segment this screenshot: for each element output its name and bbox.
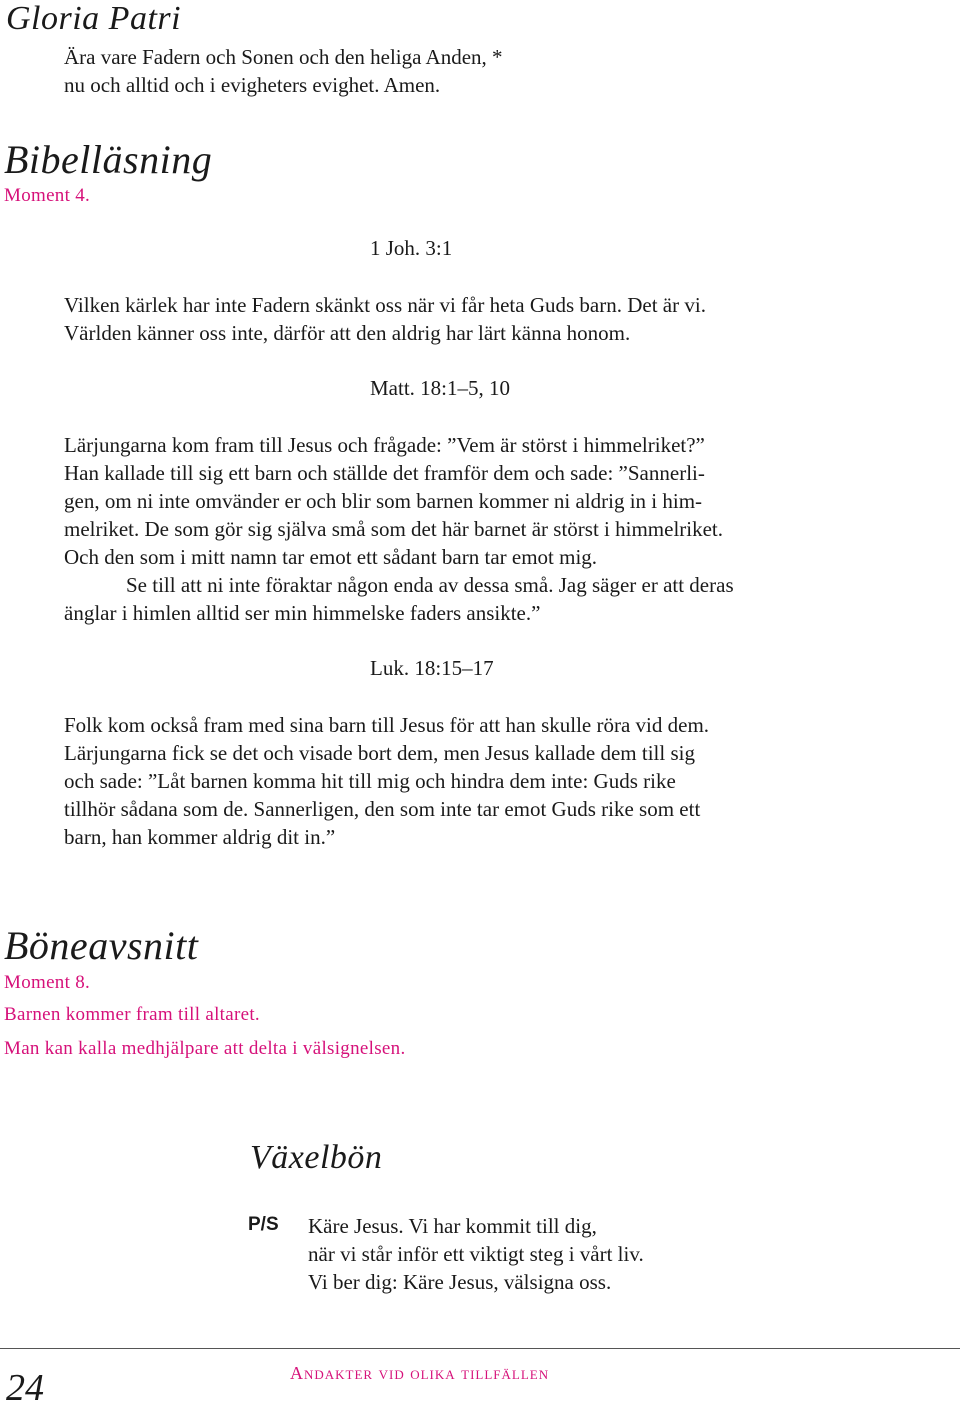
reading-1-line-1: Vilken kärlek har inte Fadern skänkt oss när vi får heta Guds barn. Det är vi. bbox=[64, 293, 706, 317]
section-title-gloria-patri: Gloria Patri bbox=[6, 0, 182, 37]
prayer-line-2: när vi står inför ett viktigt steg i vårt liv. bbox=[308, 1242, 644, 1266]
reading-ref-matt: Matt. 18:1–5, 10 bbox=[370, 376, 510, 400]
moment-label-4: Moment 4. bbox=[4, 185, 91, 206]
footer-divider bbox=[0, 1348, 960, 1349]
reading-2-line-7: änglar i himlen alltid ser min himmelske faders ansikte.” bbox=[64, 601, 541, 625]
reading-3-line-5: barn, han kommer aldrig dit in.” bbox=[64, 825, 336, 849]
prayer-line-1: Käre Jesus. Vi har kommit till dig, bbox=[308, 1214, 597, 1238]
instruction-line-2: Man kan kalla medhjälpare att delta i välsignelsen. bbox=[4, 1038, 406, 1059]
reading-3-line-3: och sade: ”Låt barnen komma hit till mig och hindra dem inte: Guds rike bbox=[64, 769, 676, 793]
section-title-boneavsnitt: Böneavsnitt bbox=[4, 923, 199, 968]
instruction-line-1: Barnen kommer fram till altaret. bbox=[4, 1004, 260, 1025]
reading-1-line-2: Världen känner oss inte, därför att den aldrig har lärt känna honom. bbox=[64, 321, 631, 345]
reading-3-line-1: Folk kom också fram med sina barn till Jesus för att han skulle röra vid dem. bbox=[64, 713, 710, 737]
moment-label-8: Moment 8. bbox=[4, 972, 91, 993]
reading-2-line-1: Lärjungarna kom fram till Jesus och frågade: ”Vem är störst i himmelriket?” bbox=[64, 433, 705, 457]
prayer-line-3: Vi ber dig: Käre Jesus, välsigna oss. bbox=[308, 1270, 612, 1294]
reading-3-line-2: Lärjungarna fick se det och visade bort dem, men Jesus kallade dem till sig bbox=[64, 741, 695, 765]
speaker-label: P/S bbox=[248, 1214, 279, 1235]
reading-ref-1-joh: 1 Joh. 3:1 bbox=[370, 236, 453, 260]
section-title-bibellasning: Bibelläsning bbox=[4, 137, 213, 182]
reading-2-line-3: gen, om ni inte omvänder er och blir som barnen kommer ni aldrig in i him- bbox=[64, 489, 703, 513]
gloria-line-2: nu och alltid och i evigheters evighet. Amen. bbox=[64, 73, 441, 97]
reading-3-line-4: tillhör sådana som de. Sannerligen, den som inte tar emot Guds rike som ett bbox=[64, 797, 701, 821]
reading-2-line-5: Och den som i mitt namn tar emot ett sådant barn tar emot mig. bbox=[64, 545, 598, 569]
reading-2-line-4: melriket. De som gör sig själva små som det här barnet är störst i himmelriket. bbox=[64, 517, 724, 541]
section-title-vaxelbon: Växelbön bbox=[250, 1139, 383, 1176]
reading-2-line-2: Han kallade till sig ett barn och ställde det framför dem och sade: ”Sannerli- bbox=[64, 461, 705, 485]
page-number: 24 bbox=[6, 1367, 44, 1409]
running-footer-title: Andakter vid olika tillfällen bbox=[290, 1363, 550, 1383]
reading-2-line-6: Se till att ni inte föraktar någon enda av dessa små. Jag säger er att deras bbox=[126, 573, 734, 597]
reading-ref-luk: Luk. 18:15–17 bbox=[370, 656, 494, 680]
gloria-line-1: Ära vare Fadern och Sonen och den heliga Anden, * bbox=[64, 45, 503, 69]
